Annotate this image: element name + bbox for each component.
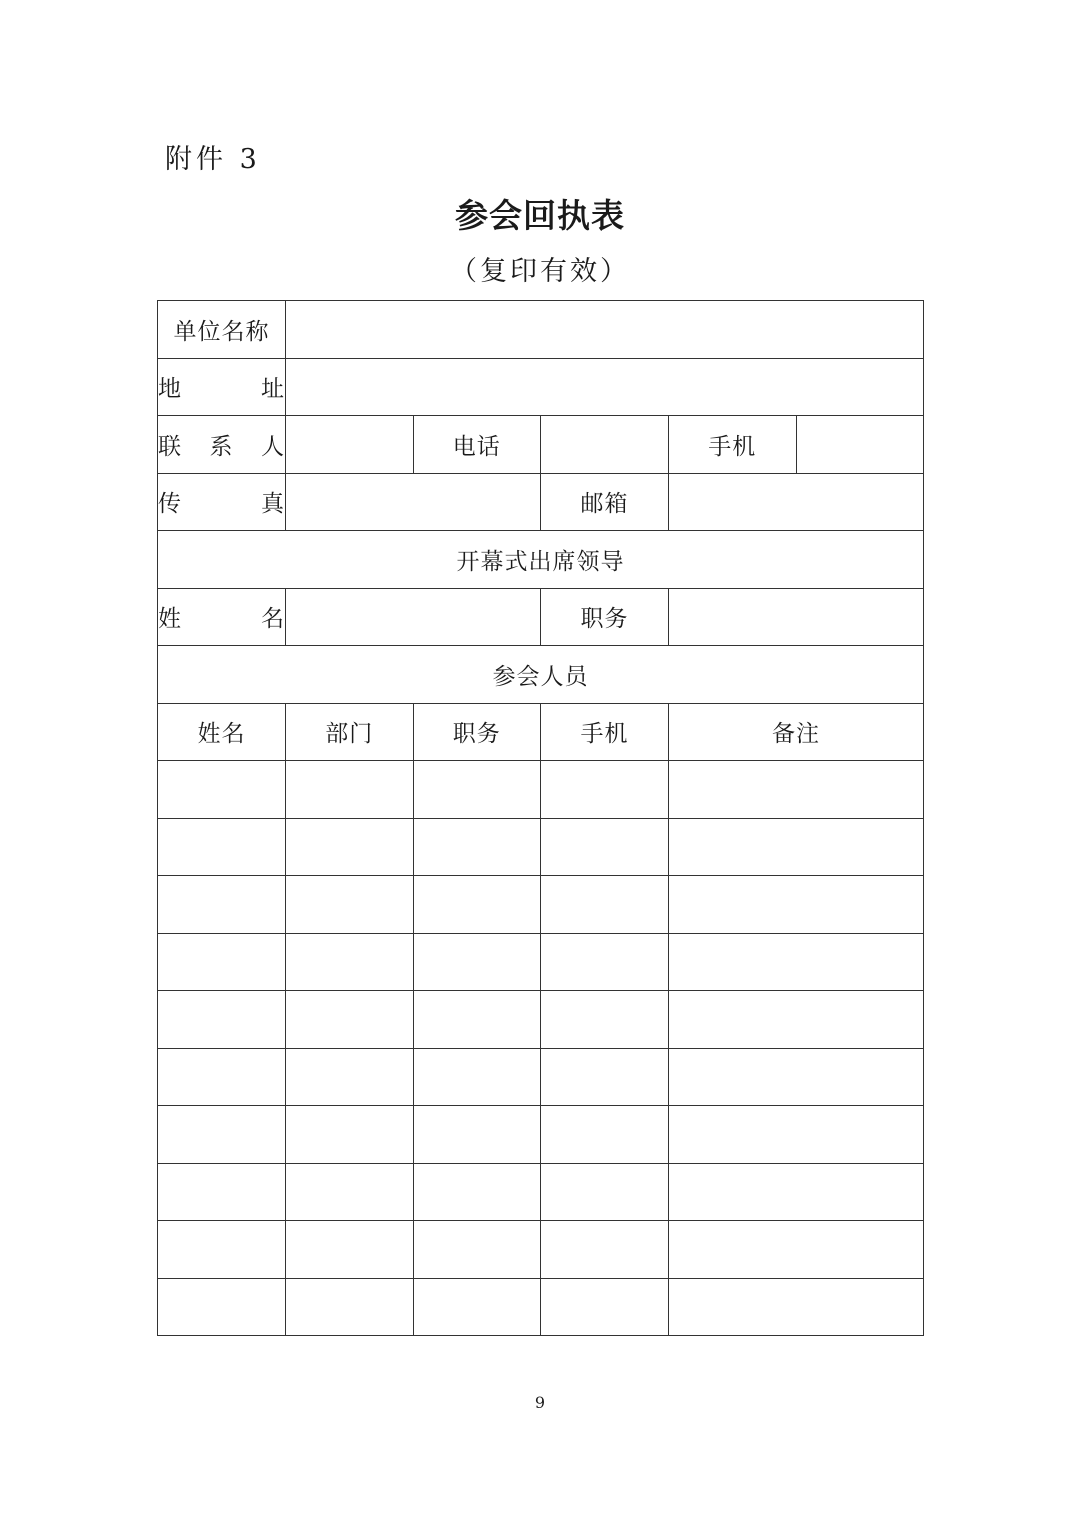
column-header-department: 部门 bbox=[286, 703, 414, 761]
attendee-department-cell[interactable] bbox=[286, 818, 414, 876]
attendee-department-cell[interactable] bbox=[286, 1221, 414, 1279]
table-row bbox=[158, 991, 924, 1049]
table-row bbox=[158, 818, 924, 876]
attendee-name-cell[interactable] bbox=[158, 1221, 286, 1279]
column-header-mobile: 手机 bbox=[541, 703, 669, 761]
attendee-department-cell[interactable] bbox=[286, 1278, 414, 1336]
address-label: 地 址 bbox=[158, 358, 286, 416]
unit-name-row bbox=[158, 301, 924, 359]
leader-name-label: 姓 名 bbox=[158, 588, 286, 646]
attendee-position-cell[interactable] bbox=[413, 991, 541, 1049]
contact-field[interactable] bbox=[286, 416, 414, 474]
attendee-department-cell[interactable] bbox=[286, 933, 414, 991]
column-header-name: 姓名 bbox=[158, 703, 286, 761]
table-row bbox=[158, 1106, 924, 1164]
attendee-position-cell[interactable] bbox=[413, 933, 541, 991]
unit-name-label: 单位名称 bbox=[158, 301, 286, 359]
column-header-remarks: 备注 bbox=[669, 703, 924, 761]
table-row bbox=[158, 876, 924, 934]
attendee-name-cell[interactable] bbox=[158, 991, 286, 1049]
attendee-remarks-cell[interactable] bbox=[669, 1278, 924, 1336]
attendee-name-cell[interactable] bbox=[158, 1048, 286, 1106]
receipt-form-table bbox=[157, 300, 924, 1336]
attendee-department-cell[interactable] bbox=[286, 1163, 414, 1221]
unit-name-field[interactable] bbox=[286, 301, 924, 359]
attendee-remarks-cell[interactable] bbox=[669, 818, 924, 876]
attendee-position-cell[interactable] bbox=[413, 1278, 541, 1336]
attendee-remarks-cell[interactable] bbox=[669, 1163, 924, 1221]
attendee-department-cell[interactable] bbox=[286, 876, 414, 934]
attendee-mobile-cell[interactable] bbox=[541, 933, 669, 991]
table-row bbox=[158, 1221, 924, 1279]
attendee-position-cell[interactable] bbox=[413, 1221, 541, 1279]
attendee-name-cell[interactable] bbox=[158, 933, 286, 991]
attendee-mobile-cell[interactable] bbox=[541, 1163, 669, 1221]
attendee-mobile-cell[interactable] bbox=[541, 991, 669, 1049]
attendee-name-cell[interactable] bbox=[158, 1106, 286, 1164]
contact-label: 联 系 人 bbox=[158, 416, 286, 474]
leader-section-heading: 开幕式出席领导 bbox=[158, 531, 924, 589]
attendee-remarks-cell[interactable] bbox=[669, 991, 924, 1049]
attendee-mobile-cell[interactable] bbox=[541, 761, 669, 819]
attendee-section-row bbox=[158, 646, 924, 704]
attendee-department-cell[interactable] bbox=[286, 991, 414, 1049]
attendee-name-cell[interactable] bbox=[158, 876, 286, 934]
page-subtitle: （复印有效） bbox=[450, 256, 630, 287]
table-row bbox=[158, 1163, 924, 1221]
attendee-remarks-cell[interactable] bbox=[669, 1048, 924, 1106]
column-header-position: 职务 bbox=[413, 703, 541, 761]
attendee-position-cell[interactable] bbox=[413, 876, 541, 934]
attendee-position-cell[interactable] bbox=[413, 761, 541, 819]
attendee-mobile-cell[interactable] bbox=[541, 876, 669, 934]
leader-position-label: 职务 bbox=[541, 588, 669, 646]
mobile-label: 手机 bbox=[669, 416, 797, 474]
fax-label: 传 真 bbox=[158, 473, 286, 531]
attendee-remarks-cell[interactable] bbox=[669, 1106, 924, 1164]
page-number: 9 bbox=[534, 1393, 546, 1412]
attendee-department-cell[interactable] bbox=[286, 1048, 414, 1106]
table-row bbox=[158, 1048, 924, 1106]
attendee-mobile-cell[interactable] bbox=[541, 818, 669, 876]
table-row bbox=[158, 1278, 924, 1336]
contact-row bbox=[158, 416, 924, 474]
table-row bbox=[158, 761, 924, 819]
attendee-department-cell[interactable] bbox=[286, 761, 414, 819]
attendee-section-heading: 参会人员 bbox=[158, 646, 924, 704]
attendee-position-cell[interactable] bbox=[413, 1106, 541, 1164]
attendee-remarks-cell[interactable] bbox=[669, 876, 924, 934]
fax-row bbox=[158, 473, 924, 531]
mobile-field[interactable] bbox=[796, 416, 924, 474]
fax-field[interactable] bbox=[286, 473, 541, 531]
attendee-mobile-cell[interactable] bbox=[541, 1048, 669, 1106]
table-row bbox=[158, 933, 924, 991]
address-field[interactable] bbox=[286, 358, 924, 416]
leader-section-row bbox=[158, 531, 924, 589]
attendee-remarks-cell[interactable] bbox=[669, 933, 924, 991]
attendee-department-cell[interactable] bbox=[286, 1106, 414, 1164]
attendee-name-cell[interactable] bbox=[158, 1163, 286, 1221]
attendee-position-cell[interactable] bbox=[413, 818, 541, 876]
leader-name-field[interactable] bbox=[286, 588, 541, 646]
attendee-mobile-cell[interactable] bbox=[541, 1278, 669, 1336]
email-label: 邮箱 bbox=[541, 473, 669, 531]
page-title: 参会回执表 bbox=[455, 196, 625, 235]
attendee-position-cell[interactable] bbox=[413, 1163, 541, 1221]
attendee-mobile-cell[interactable] bbox=[541, 1221, 669, 1279]
address-row bbox=[158, 358, 924, 416]
leader-row bbox=[158, 588, 924, 646]
attendee-mobile-cell[interactable] bbox=[541, 1106, 669, 1164]
phone-field[interactable] bbox=[541, 416, 669, 474]
attendee-position-cell[interactable] bbox=[413, 1048, 541, 1106]
attendee-name-cell[interactable] bbox=[158, 761, 286, 819]
attendee-remarks-cell[interactable] bbox=[669, 1221, 924, 1279]
attendee-remarks-cell[interactable] bbox=[669, 761, 924, 819]
email-field[interactable] bbox=[669, 473, 924, 531]
phone-label: 电话 bbox=[413, 416, 541, 474]
leader-position-field[interactable] bbox=[669, 588, 924, 646]
attendee-header-row bbox=[158, 703, 924, 761]
attendee-name-cell[interactable] bbox=[158, 818, 286, 876]
attendee-name-cell[interactable] bbox=[158, 1278, 286, 1336]
attachment-label: 附件 3 bbox=[165, 144, 261, 175]
